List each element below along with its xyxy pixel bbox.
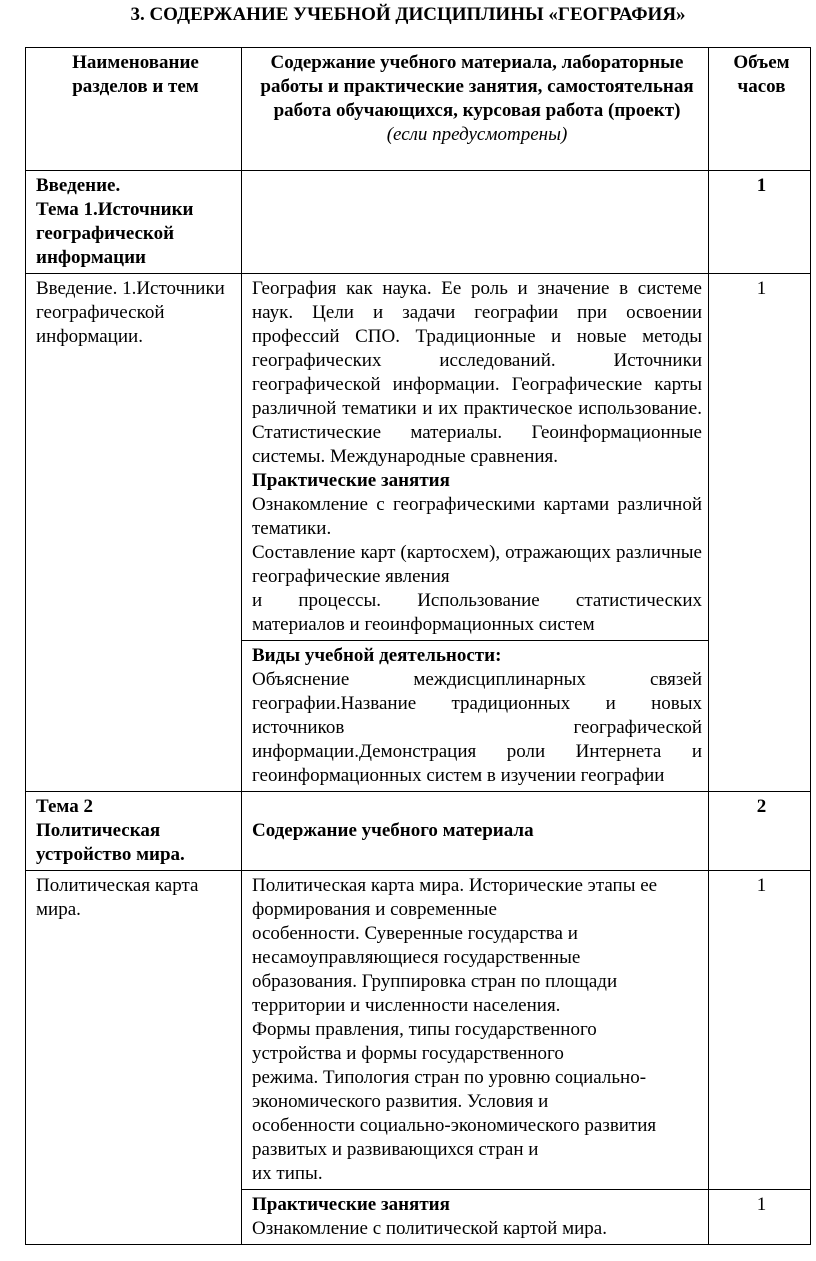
page-title: 3. СОДЕРЖАНИЕ УЧЕБНОЙ ДИСЦИПЛИНЫ «ГЕОГРАФИЯ» (130, 4, 686, 25)
topic-content-political-map: Политическая карта мира. Исторические этапы ее формирования и современные особенности. Суверенные государства и несамоуправляющиеся государственные образования. Группировка стран по площади территории и численности населения. Формы правления, типы государственного устройства и формы государственного режима. Типология стран по уровню социально- экономического развития. Условия и особенности социально-экономического развития развитых и развивающихся стран и их типы. (242, 871, 709, 1190)
practice-hours-political: 1 (709, 1190, 811, 1245)
curriculum-table (25, 47, 811, 1245)
practice-cell-political: Практические занятия Ознакомление с политической картой мира. (242, 1190, 709, 1245)
topic-content-sources: География как наука. Ее роль и значение в системе наук. Цели и задачи географии при освоении профессий СПО. Традиционные и новые методы географических исследований. Источники географической информации. Географические карты различной тематики и их практическое использование. Статистические материалы. Геоинформационные системы. Международные сравнения. Практические занятия Ознакомление с географическими картами различной тематики. Составление карт (картосхем), отражающих различные географические явления и процессы. Использование статистических материалов и геоинформационных систем (242, 274, 709, 641)
section-row-intro (26, 171, 811, 274)
topic-name-political-map: Политическая карта мира. (26, 871, 242, 1245)
topic-name-sources: Введение. 1.Источники географической информации. (26, 274, 242, 792)
section-hours-political: 2 (709, 792, 811, 871)
header-hours: Объем часов (709, 48, 811, 171)
table-row (26, 274, 811, 641)
table-header-row (26, 48, 811, 171)
section-title-intro: Введение. Тема 1.Источники географической информации (26, 171, 242, 274)
topic-hours-sources: 1 (709, 274, 811, 792)
section-hours-intro: 1 (709, 171, 811, 274)
activities-cell: Виды учебной деятельности: Объяснение междисциплинарных связей географии.Название традиционных и новых источников географической информации.Демонстрация роли Интернета и геоинформационных систем в изучении географии (242, 641, 709, 792)
topic-hours-political-map: 1 (709, 871, 811, 1190)
header-content: Содержание учебного материала, лабораторные работы и практические занятия, самостоятельная работа обучающихся, курсовая работа (проект) (если предусмотрены) (242, 48, 709, 171)
section-content-political: Содержание учебного материала (242, 792, 709, 871)
section-title-political: Тема 2 Политическая устройство мира. (26, 792, 242, 871)
table-row (26, 871, 811, 1190)
header-sections: Наименование разделов и тем (26, 48, 242, 171)
section-content-intro (242, 171, 709, 274)
section-row-political (26, 792, 811, 871)
